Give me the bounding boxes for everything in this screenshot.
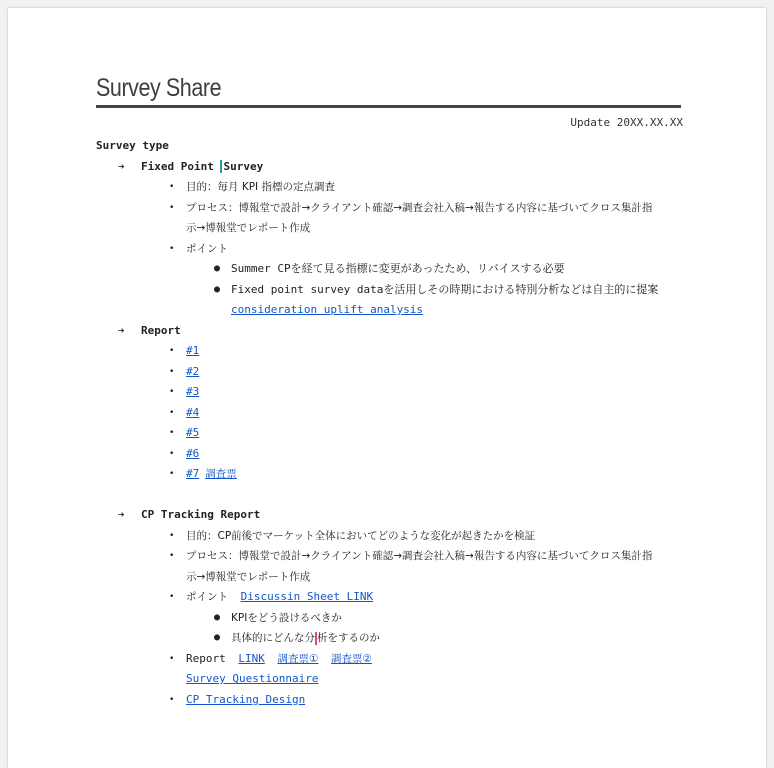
- fixed-point-heading-b: Survey: [223, 159, 264, 173]
- document-page: [8, 8, 766, 768]
- bullet-icon: ●: [214, 263, 221, 274]
- bullet-icon: •: [169, 469, 175, 479]
- list-item: [96, 464, 696, 485]
- bullet-icon: •: [169, 448, 175, 459]
- discussion-sheet-link[interactable]: Discussin Sheet LINK: [240, 590, 374, 603]
- fixed-point-heading-a: Fixed Point: [141, 159, 221, 173]
- list-item: [96, 382, 696, 403]
- report-link-2[interactable]: #2: [186, 364, 200, 378]
- report-link-7[interactable]: #7: [186, 467, 200, 480]
- cp-tracking-purpose: 目的：CP前後でマーケット全体においてどのような変化が起きたかを検証: [186, 529, 536, 542]
- list-item: [96, 649, 696, 670]
- bullet-icon: •: [169, 182, 175, 192]
- fixed-point-purpose: 目的：毎月 KPI 指標の定点調査: [186, 181, 335, 193]
- list-item: [96, 526, 696, 547]
- section-survey-type: Survey type: [96, 139, 169, 152]
- list-item: [96, 198, 696, 219]
- fixed-point-process: プロセス：博報堂で設計→クライアント確認→調査会社入稿→報告する内容に基づいてクロス集計指: [186, 201, 653, 214]
- bullet-icon: ●: [214, 632, 221, 643]
- arrow-bullet-icon: ➔: [118, 323, 125, 337]
- list-item: [96, 587, 696, 608]
- cp-tracking-point: ポイント: [186, 591, 228, 603]
- sub-list-item-continued: [96, 300, 696, 321]
- sub-list-item: [96, 608, 696, 629]
- fixed-point-process-cont: 示→博報堂でレポート作成: [186, 222, 311, 234]
- cp-tracking-sub-2a: 具体的にどんな分: [231, 632, 315, 644]
- fixed-point-point: ポイント: [186, 242, 228, 255]
- list-item: [96, 403, 696, 424]
- report-heading: [96, 321, 696, 342]
- document-body: [96, 136, 696, 710]
- report-link-5[interactable]: #5: [186, 426, 200, 439]
- list-item-continued: [96, 218, 696, 239]
- cp-tracking-process-cont: 示→博報堂でレポート作成: [186, 570, 311, 583]
- sub-list-item: [96, 280, 696, 301]
- sub-list-item: [96, 628, 696, 649]
- bullet-icon: •: [169, 551, 175, 561]
- list-item: [96, 239, 696, 260]
- list-item: [96, 177, 696, 198]
- bullet-icon: ●: [214, 611, 221, 623]
- cp-tracking-heading-label: CP Tracking Report: [141, 508, 261, 521]
- fixed-point-sub-2: Fixed point survey dataを活用しその時期における特別分析などは自主的に提案: [231, 282, 659, 296]
- cp-tracking-sub-2b: 析をするのか: [317, 632, 380, 644]
- list-item: [96, 362, 696, 383]
- bullet-icon: •: [169, 530, 175, 541]
- list-item: [96, 546, 696, 567]
- list-item-continued: [96, 669, 696, 690]
- cp-tracking-design-link[interactable]: CP Tracking Design: [186, 692, 306, 706]
- consideration-uplift-link[interactable]: consideration uplift analysis: [231, 303, 424, 316]
- fixed-point-sub-1: Summer CPを経て見る指標に変更があったため、リバイスする必要: [231, 262, 565, 275]
- bullet-icon: •: [169, 346, 175, 356]
- arrow-bullet-icon: ➔: [118, 159, 125, 173]
- bullet-icon: •: [169, 653, 175, 664]
- bullet-icon: •: [169, 243, 175, 254]
- report-link-6[interactable]: #6: [186, 446, 200, 460]
- report-link-3[interactable]: #3: [186, 385, 200, 398]
- cp-tracking-sub-1: KPIをどう設けるべきか: [231, 611, 342, 624]
- survey-questionnaire-link[interactable]: Survey Questionnaire: [186, 672, 319, 685]
- title-divider: [96, 105, 681, 108]
- bullet-icon: •: [169, 407, 175, 418]
- bullet-icon: •: [169, 202, 175, 213]
- bullet-icon: •: [169, 387, 175, 397]
- spacer: [96, 485, 696, 506]
- arrow-bullet-icon: ➔: [118, 508, 125, 521]
- list-item: [96, 690, 696, 711]
- list-item: [96, 444, 696, 465]
- questionnaire-link[interactable]: 調査票: [205, 468, 237, 480]
- page-title: Survey Share: [96, 74, 222, 102]
- report-link-1[interactable]: #1: [186, 344, 200, 357]
- bullet-icon: •: [169, 694, 175, 705]
- cp-report-label: Report: [186, 651, 226, 665]
- list-item-continued: [96, 567, 696, 588]
- questionnaire-1-link[interactable]: 調査票①: [277, 652, 319, 665]
- list-item: [96, 341, 696, 362]
- bullet-icon: •: [169, 592, 175, 602]
- list-item: [96, 423, 696, 444]
- fixed-point-heading: [96, 157, 696, 178]
- cp-tracking-process: プロセス：博報堂で設計→クライアント確認→調査会社入稿→報告する内容に基づいてクロス集計指: [186, 550, 653, 562]
- update-date: Update 20XX.XX.XX: [570, 116, 683, 129]
- cp-tracking-heading: [96, 505, 696, 526]
- report-link-4[interactable]: #4: [186, 405, 200, 419]
- bullet-icon: •: [169, 366, 175, 377]
- sub-list-item: [96, 259, 696, 280]
- bullet-icon: •: [169, 428, 175, 438]
- questionnaire-2-link[interactable]: 調査票②: [331, 652, 372, 665]
- cp-report-link[interactable]: LINK: [238, 651, 265, 665]
- report-heading-label: Report: [141, 323, 181, 337]
- bullet-icon: ●: [214, 283, 221, 295]
